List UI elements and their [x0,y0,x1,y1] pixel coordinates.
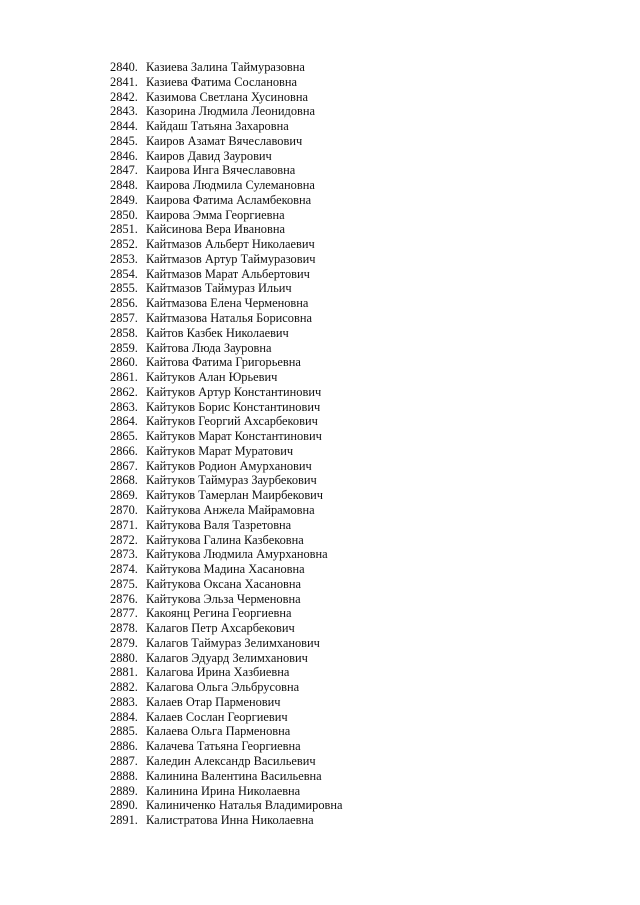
list-item [110,724,343,739]
entry-number: 2881. [110,665,138,680]
entry-number: 2853. [110,251,138,266]
entry-name: Кайтуков Георгий Ахсарбекович [146,414,318,429]
entry-number: 2865. [110,429,138,444]
list-item [110,739,343,754]
entry-number: 2870. [110,502,138,517]
entry-name: Кайтмазов Марат Альбертович [146,266,310,281]
entry-number: 2866. [110,443,138,458]
entry-name: Кайтова Фатима Григорьевна [146,355,301,370]
entry-number: 2877. [110,606,138,621]
list-item [110,222,343,237]
entry-number: 2859. [110,340,138,355]
entry-name: Кайтмазов Таймураз Ильич [146,281,292,296]
list-item [110,473,343,488]
entry-number: 2863. [110,399,138,414]
entry-number: 2848. [110,178,138,193]
entry-number: 2869. [110,488,138,503]
entry-name: Калиниченко Наталья Владимировна [146,798,343,813]
entry-number: 2878. [110,621,138,636]
list-item [110,636,343,651]
list-item [110,90,343,105]
list-item [110,577,343,592]
entry-name: Кайтукова Оксана Хасановна [146,576,301,591]
entry-name: Калагов Петр Ахсарбекович [146,621,295,636]
entry-name: Кайтукова Анжела Майрамовна [146,502,315,517]
entry-name: Кайтуков Тамерлан Маирбекович [146,488,324,503]
entry-name: Кайтуков Борис Константинович [146,399,321,414]
entry-number: 2879. [110,635,138,650]
entry-name: Кайтукова Эльза Черменовна [146,591,301,606]
entry-number: 2868. [110,473,138,488]
entry-number: 2847. [110,163,138,178]
entry-number: 2890. [110,798,138,813]
entry-number: 2876. [110,591,138,606]
entry-number: 2885. [110,724,138,739]
list-item [110,547,343,562]
entry-number: 2861. [110,370,138,385]
list-item [110,562,343,577]
entry-name: Кайтмазова Наталья Борисовна [146,311,312,326]
entry-name: Кайтмазов Альберт Николаевич [146,237,315,252]
list-item [110,296,343,311]
list-item [110,252,343,267]
entry-name: Калагов Таймураз Зелимханович [146,635,320,650]
entry-name: Кайтукова Валя Тазретовна [146,517,292,532]
entry-name: Казорина Людмила Леонидовна [146,104,316,119]
entry-name: Калинина Валентина Васильевна [146,768,322,783]
entry-name: Каирова Фатима Асламбековна [146,192,312,207]
entry-number: 2860. [110,355,138,370]
list-item [110,149,343,164]
entry-name: Какоянц Регина Георгиевна [146,606,292,621]
entry-name: Каледин Александр Васильевич [146,753,316,768]
entry-name: Калагова Ирина Хазбиевна [146,665,290,680]
list-item [110,208,343,223]
entry-number: 2884. [110,709,138,724]
entry-number: 2840. [110,60,138,74]
list-item [110,134,343,149]
list-item [110,237,343,252]
list-item [110,784,343,799]
entry-number: 2888. [110,768,138,783]
list-item [110,119,343,134]
entry-name: Калачева Татьяна Георгиевна [146,739,301,754]
list-item [110,503,343,518]
list-item [110,414,343,429]
list-item [110,193,343,208]
list-item [110,769,343,784]
list-item [110,459,343,474]
entry-name: Калагов Эдуард Зелимханович [146,650,308,665]
list-item [110,444,343,459]
list-item [110,429,343,444]
list-item [110,754,343,769]
entry-number: 2843. [110,104,138,119]
list-item [110,60,343,75]
entry-name: Каирова Инга Вячеславовна [146,163,296,178]
list-item [110,488,343,503]
entry-name: Кайтова Люда Зауровна [146,340,272,355]
entry-name: Кайсинова Вера Ивановна [146,222,285,237]
entry-number: 2875. [110,576,138,591]
list-item [110,355,343,370]
list-item [110,592,343,607]
list-item [110,665,343,680]
entry-name: Казиева Залина Таймуразовна [146,60,305,74]
entry-number: 2855. [110,281,138,296]
entry-number: 2882. [110,680,138,695]
list-item [110,311,343,326]
entry-number: 2880. [110,650,138,665]
name-list [110,60,343,828]
entry-name: Каиров Давид Заурович [146,148,272,163]
entry-number: 2857. [110,311,138,326]
entry-name: Кайтукова Галина Казбековна [146,532,304,547]
list-item [110,326,343,341]
entry-name: Калагова Ольга Эльбрусовна [146,680,300,695]
entry-number: 2886. [110,739,138,754]
entry-number: 2872. [110,532,138,547]
list-item [110,798,343,813]
entry-number: 2849. [110,192,138,207]
entry-name: Каиров Азамат Вячеславович [146,133,303,148]
entry-number: 2850. [110,207,138,222]
entry-number: 2851. [110,222,138,237]
list-item [110,370,343,385]
entry-name: Кайтуков Марат Муратович [146,443,294,458]
entry-number: 2874. [110,562,138,577]
entry-number: 2854. [110,266,138,281]
entry-name: Кайтукова Мадина Хасановна [146,562,305,577]
entry-name: Каирова Людмила Сулемановна [146,178,315,193]
entry-name: Кайтуков Таймураз Заурбекович [146,473,317,488]
entry-number: 2887. [110,753,138,768]
entry-number: 2871. [110,517,138,532]
entry-name: Кайдаш Татьяна Захаровна [146,119,289,134]
entry-name: Кайтов Казбек Николаевич [146,325,289,340]
entry-number: 2873. [110,547,138,562]
entry-number: 2846. [110,148,138,163]
list-item [110,695,343,710]
entry-name: Кайтуков Марат Константинович [146,429,322,444]
entry-name: Кайтуков Артур Константинович [146,384,322,399]
list-item [110,710,343,725]
entry-number: 2842. [110,89,138,104]
entry-name: Калистратова Инна Николаевна [146,813,314,828]
list-item [110,385,343,400]
entry-name: Казимова Светлана Хусиновна [146,89,308,104]
entry-name: Кайтуков Родион Амурханович [146,458,312,473]
entry-name: Кайтмазова Елена Черменовна [146,296,309,311]
entry-name: Кайтмазов Артур Таймуразович [146,251,316,266]
list-item [110,813,343,828]
entry-number: 2852. [110,237,138,252]
entry-name: Калаев Отар Парменович [146,694,281,709]
entry-number: 2845. [110,133,138,148]
entry-name: Казиева Фатима Сослановна [146,74,298,89]
entry-number: 2856. [110,296,138,311]
entry-number: 2889. [110,783,138,798]
list-item [110,267,343,282]
entry-name: Калинина Ирина Николаевна [146,783,301,798]
entry-name: Кайтукова Людмила Амурхановна [146,547,328,562]
list-item [110,533,343,548]
entry-number: 2844. [110,119,138,134]
list-item [110,680,343,695]
list-item [110,518,343,533]
entry-number: 2864. [110,414,138,429]
list-item [110,104,343,119]
entry-number: 2841. [110,74,138,89]
list-item [110,400,343,415]
list-item [110,621,343,636]
list-item [110,281,343,296]
entry-number: 2891. [110,813,138,828]
entry-name: Кайтуков Алан Юрьевич [146,370,278,385]
entry-name: Каирова Эмма Георгиевна [146,207,285,222]
list-item [110,163,343,178]
entry-number: 2883. [110,694,138,709]
list-item [110,606,343,621]
entry-number: 2862. [110,384,138,399]
entry-number: 2867. [110,458,138,473]
entry-name: Калаева Ольга Парменовна [146,724,291,739]
list-item [110,75,343,90]
entry-name: Калаев Сослан Георгиевич [146,709,288,724]
entry-number: 2858. [110,325,138,340]
list-item [110,651,343,666]
list-item [110,178,343,193]
list-item [110,341,343,356]
